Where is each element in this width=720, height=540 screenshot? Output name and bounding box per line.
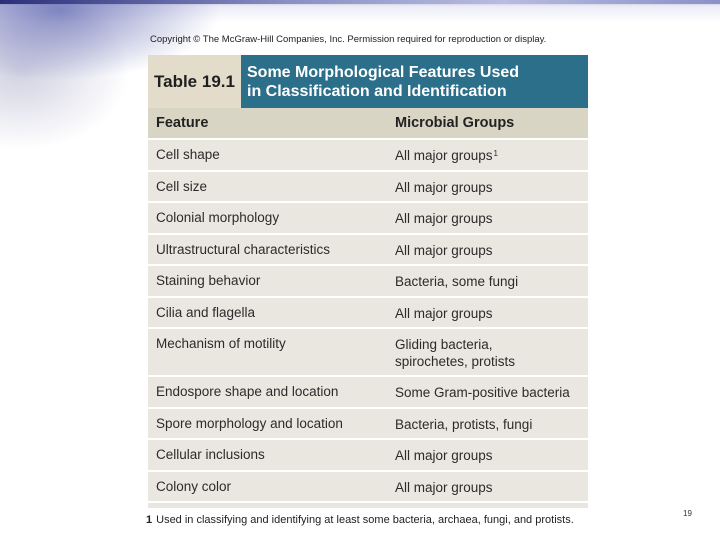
cell-microbial-groups-text: All major groups bbox=[395, 448, 493, 463]
cell-feature: Mechanism of motility bbox=[156, 336, 286, 351]
cell-feature: Cell shape bbox=[156, 147, 220, 162]
cell-feature: Colony color bbox=[156, 478, 232, 494]
cell-microbial-groups-line: Gliding bacteria, bbox=[395, 337, 493, 352]
cell-feature: Ultrastructural characteristics bbox=[156, 241, 331, 257]
cell-microbial-groups-text: Bacteria, protists, fungi bbox=[395, 416, 533, 432]
cell-microbial-groups-text: Bacteria, some fungi bbox=[395, 274, 519, 289]
table-row bbox=[148, 235, 588, 267]
cell-microbial-groups bbox=[395, 479, 493, 496]
table-row bbox=[148, 266, 588, 298]
column-header-feature: Feature bbox=[156, 115, 209, 131]
table-19-1 bbox=[148, 55, 588, 508]
table-row bbox=[148, 172, 588, 204]
footnote-reference: 1 bbox=[493, 149, 498, 158]
table-title-bar bbox=[148, 55, 588, 108]
table-footnote bbox=[146, 514, 574, 526]
cell-microbial-groups bbox=[395, 273, 518, 290]
table-row bbox=[148, 140, 588, 172]
table-row bbox=[148, 440, 588, 472]
table-row bbox=[148, 203, 588, 235]
cell-microbial-groups bbox=[395, 416, 532, 433]
table-body bbox=[148, 108, 588, 503]
table-header-row bbox=[148, 108, 588, 140]
table-number: Table 19.1 bbox=[148, 55, 241, 108]
table-title bbox=[241, 55, 588, 108]
cell-feature: Spore morphology and location bbox=[156, 415, 343, 431]
cell-microbial-groups bbox=[395, 242, 493, 259]
cell-microbial-groups-text: All major groups bbox=[395, 179, 493, 195]
cell-feature: Cellular inclusions bbox=[156, 447, 265, 462]
table-row bbox=[148, 329, 588, 377]
page-number: 19 bbox=[683, 509, 692, 518]
table-row bbox=[148, 409, 588, 441]
cell-feature: Staining behavior bbox=[156, 273, 261, 288]
table-row bbox=[148, 472, 588, 504]
table-title-line: in Classification and Identification bbox=[247, 83, 507, 100]
cell-microbial-groups bbox=[395, 147, 498, 164]
cell-feature: Cilia and flagella bbox=[156, 304, 256, 320]
cell-microbial-groups bbox=[395, 384, 570, 401]
copyright-notice: Copyright © The McGraw-Hill Companies, Inc. Permission required for reproduction or display. bbox=[150, 34, 547, 45]
cell-microbial-groups bbox=[395, 210, 493, 227]
cell-microbial-groups-text: All major groups bbox=[395, 305, 493, 321]
cell-feature: Endospore shape and location bbox=[156, 384, 339, 399]
cell-microbial-groups bbox=[395, 336, 515, 370]
cell-microbial-groups-text: All major groups bbox=[395, 148, 493, 163]
cell-microbial-groups-text: All major groups bbox=[395, 242, 493, 258]
table-title-line: Some Morphological Features Used bbox=[247, 64, 520, 81]
table-row bbox=[148, 298, 588, 330]
table-row bbox=[148, 377, 588, 409]
cell-microbial-groups-text: All major groups bbox=[395, 479, 493, 495]
cell-feature: Colonial morphology bbox=[156, 210, 280, 225]
cell-microbial-groups-line: spirochetes, protists bbox=[395, 354, 516, 369]
cell-microbial-groups bbox=[395, 447, 493, 464]
cell-microbial-groups-text: All major groups bbox=[395, 211, 493, 226]
cell-microbial-groups bbox=[395, 179, 493, 196]
footnote-text: Used in classifying and identifying at least some bacteria, archaea, fungi, and protists. bbox=[156, 514, 574, 526]
column-header-groups: Microbial Groups bbox=[395, 115, 515, 131]
footnote-number: 1 bbox=[146, 514, 153, 526]
cell-microbial-groups bbox=[395, 305, 493, 322]
cell-microbial-groups-text: Some Gram-positive bacteria bbox=[395, 385, 570, 400]
cell-feature: Cell size bbox=[156, 178, 208, 194]
top-decorative-stripe bbox=[0, 0, 720, 4]
